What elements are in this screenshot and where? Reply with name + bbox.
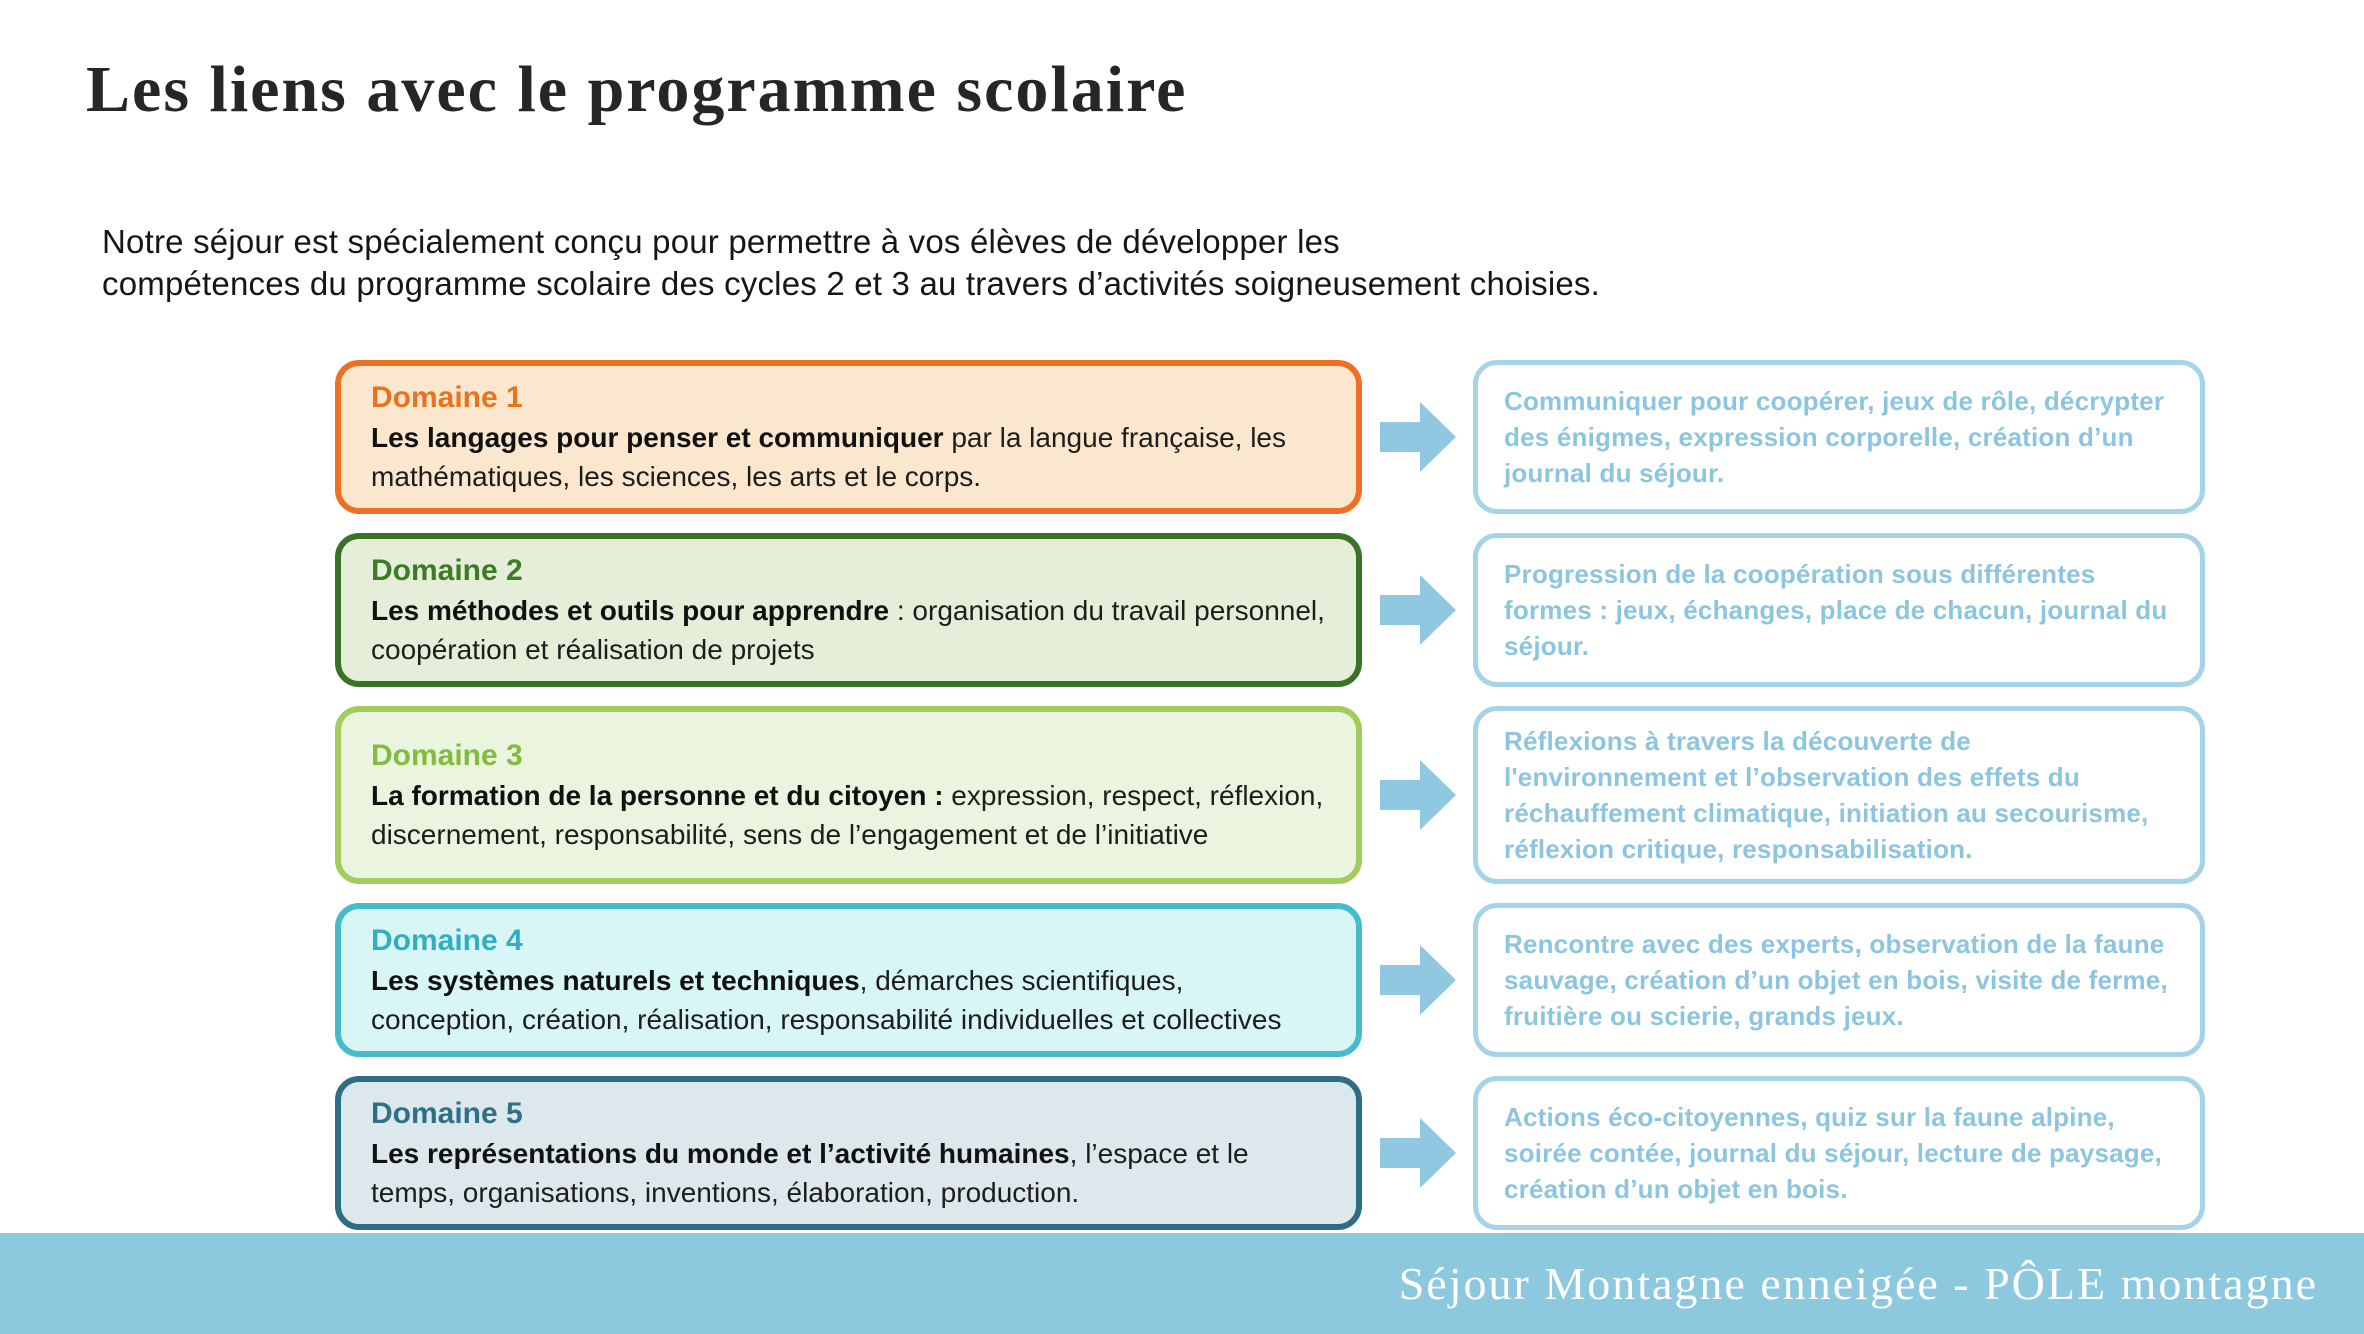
- page-title: Les liens avec le programme scolaire: [86, 53, 1188, 126]
- domain-description-bold: Les systèmes naturels et techniques: [371, 965, 860, 996]
- domain-description: [371, 776, 1326, 854]
- right-arrow-icon: [1380, 758, 1456, 832]
- domain-row: [335, 533, 2205, 687]
- domain-description-rest: , démarches scientifiques, conception, création, réalisation, responsabilité individuelles et collectives: [371, 965, 1282, 1035]
- right-arrow-icon: [1380, 573, 1456, 647]
- domain-description-rest: , l’espace et le temps, organisations, inventions, élaboration, production.: [371, 1138, 1249, 1208]
- domain-description-bold: La formation de la personne et du citoyen :: [371, 780, 944, 811]
- domain-description-rest: par la langue française, les mathématiques, les sciences, les arts et le corps.: [371, 422, 1287, 492]
- right-arrow-icon: [1380, 1116, 1456, 1190]
- domain-label: Domaine 3: [371, 739, 523, 772]
- domain-description-bold: Les méthodes et outils pour apprendre: [371, 595, 890, 626]
- right-arrow-icon: [1380, 943, 1456, 1017]
- arrow: [1362, 533, 1473, 687]
- activities-text: Communiquer pour coopérer, jeux de rôle, décrypter des énigmes, expression corporelle, création d’un journal du séjour.: [1504, 386, 2165, 488]
- domain-card: [335, 706, 1362, 884]
- domain-label: Domaine 4: [371, 924, 523, 957]
- domain-card: [335, 360, 1362, 514]
- activities-text: Rencontre avec des experts, observation de la faune sauvage, création d’un objet en bois, visite de ferme, fruitière ou scierie, grands jeux.: [1504, 929, 2168, 1031]
- arrow: [1362, 1076, 1473, 1230]
- arrow: [1362, 360, 1473, 514]
- domain-card: [335, 533, 1362, 687]
- domain-row: [335, 1076, 2205, 1230]
- domain-row: [335, 903, 2205, 1057]
- domain-label: Domaine 2: [371, 554, 523, 587]
- domain-label: Domaine 1: [371, 381, 523, 414]
- activities-card: [1473, 706, 2205, 884]
- activities-text: Progression de la coopération sous différentes formes : jeux, échanges, place de chacun, journal du séjour.: [1504, 559, 2168, 661]
- activities-card: [1473, 360, 2205, 514]
- domain-rows: [335, 360, 2205, 1230]
- domain-description-rest: : organisation du travail personnel, coopération et réalisation de projets: [371, 595, 1325, 665]
- intro-text: [102, 221, 1802, 305]
- domain-description-bold: Les langages pour penser et communiquer: [371, 422, 944, 453]
- arrow: [1362, 706, 1473, 884]
- activities-card: [1473, 1076, 2205, 1230]
- activities-card: [1473, 533, 2205, 687]
- domain-description: [371, 1134, 1326, 1212]
- domain-description: [371, 591, 1326, 669]
- domain-description-rest: expression, respect, réflexion, discernement, responsabilité, sens de l’engagement et de l’initiative: [371, 780, 1324, 850]
- right-arrow-icon: [1380, 400, 1456, 474]
- footer-bar: [0, 1233, 2364, 1334]
- intro-line-2: compétences du programme scolaire des cycles 2 et 3 au travers d’activités soigneusement choisies.: [102, 265, 1600, 302]
- domain-description: [371, 961, 1326, 1039]
- footer-text: Séjour Montagne enneigée - PÔLE montagne: [1398, 1258, 2318, 1309]
- domain-label: Domaine 5: [371, 1097, 523, 1130]
- domain-row: [335, 360, 2205, 514]
- arrow: [1362, 903, 1473, 1057]
- domain-description: [371, 418, 1326, 496]
- activities-text: Actions éco-citoyennes, quiz sur la faune alpine, soirée contée, journal du séjour, lecture de paysage, création d’un objet en bois.: [1504, 1102, 2162, 1204]
- domain-card: [335, 903, 1362, 1057]
- domain-description-bold: Les représentations du monde et l’activité humaines: [371, 1138, 1070, 1169]
- domain-row: [335, 706, 2205, 884]
- domain-card: [335, 1076, 1362, 1230]
- intro-line-1: Notre séjour est spécialement conçu pour permettre à vos élèves de développer les: [102, 223, 1340, 260]
- activities-text: Réflexions à travers la découverte de l'environnement et l’observation des effets du réchauffement climatique, initiation au secourisme, réflexion critique, responsabilisation.: [1504, 726, 2149, 864]
- activities-card: [1473, 903, 2205, 1057]
